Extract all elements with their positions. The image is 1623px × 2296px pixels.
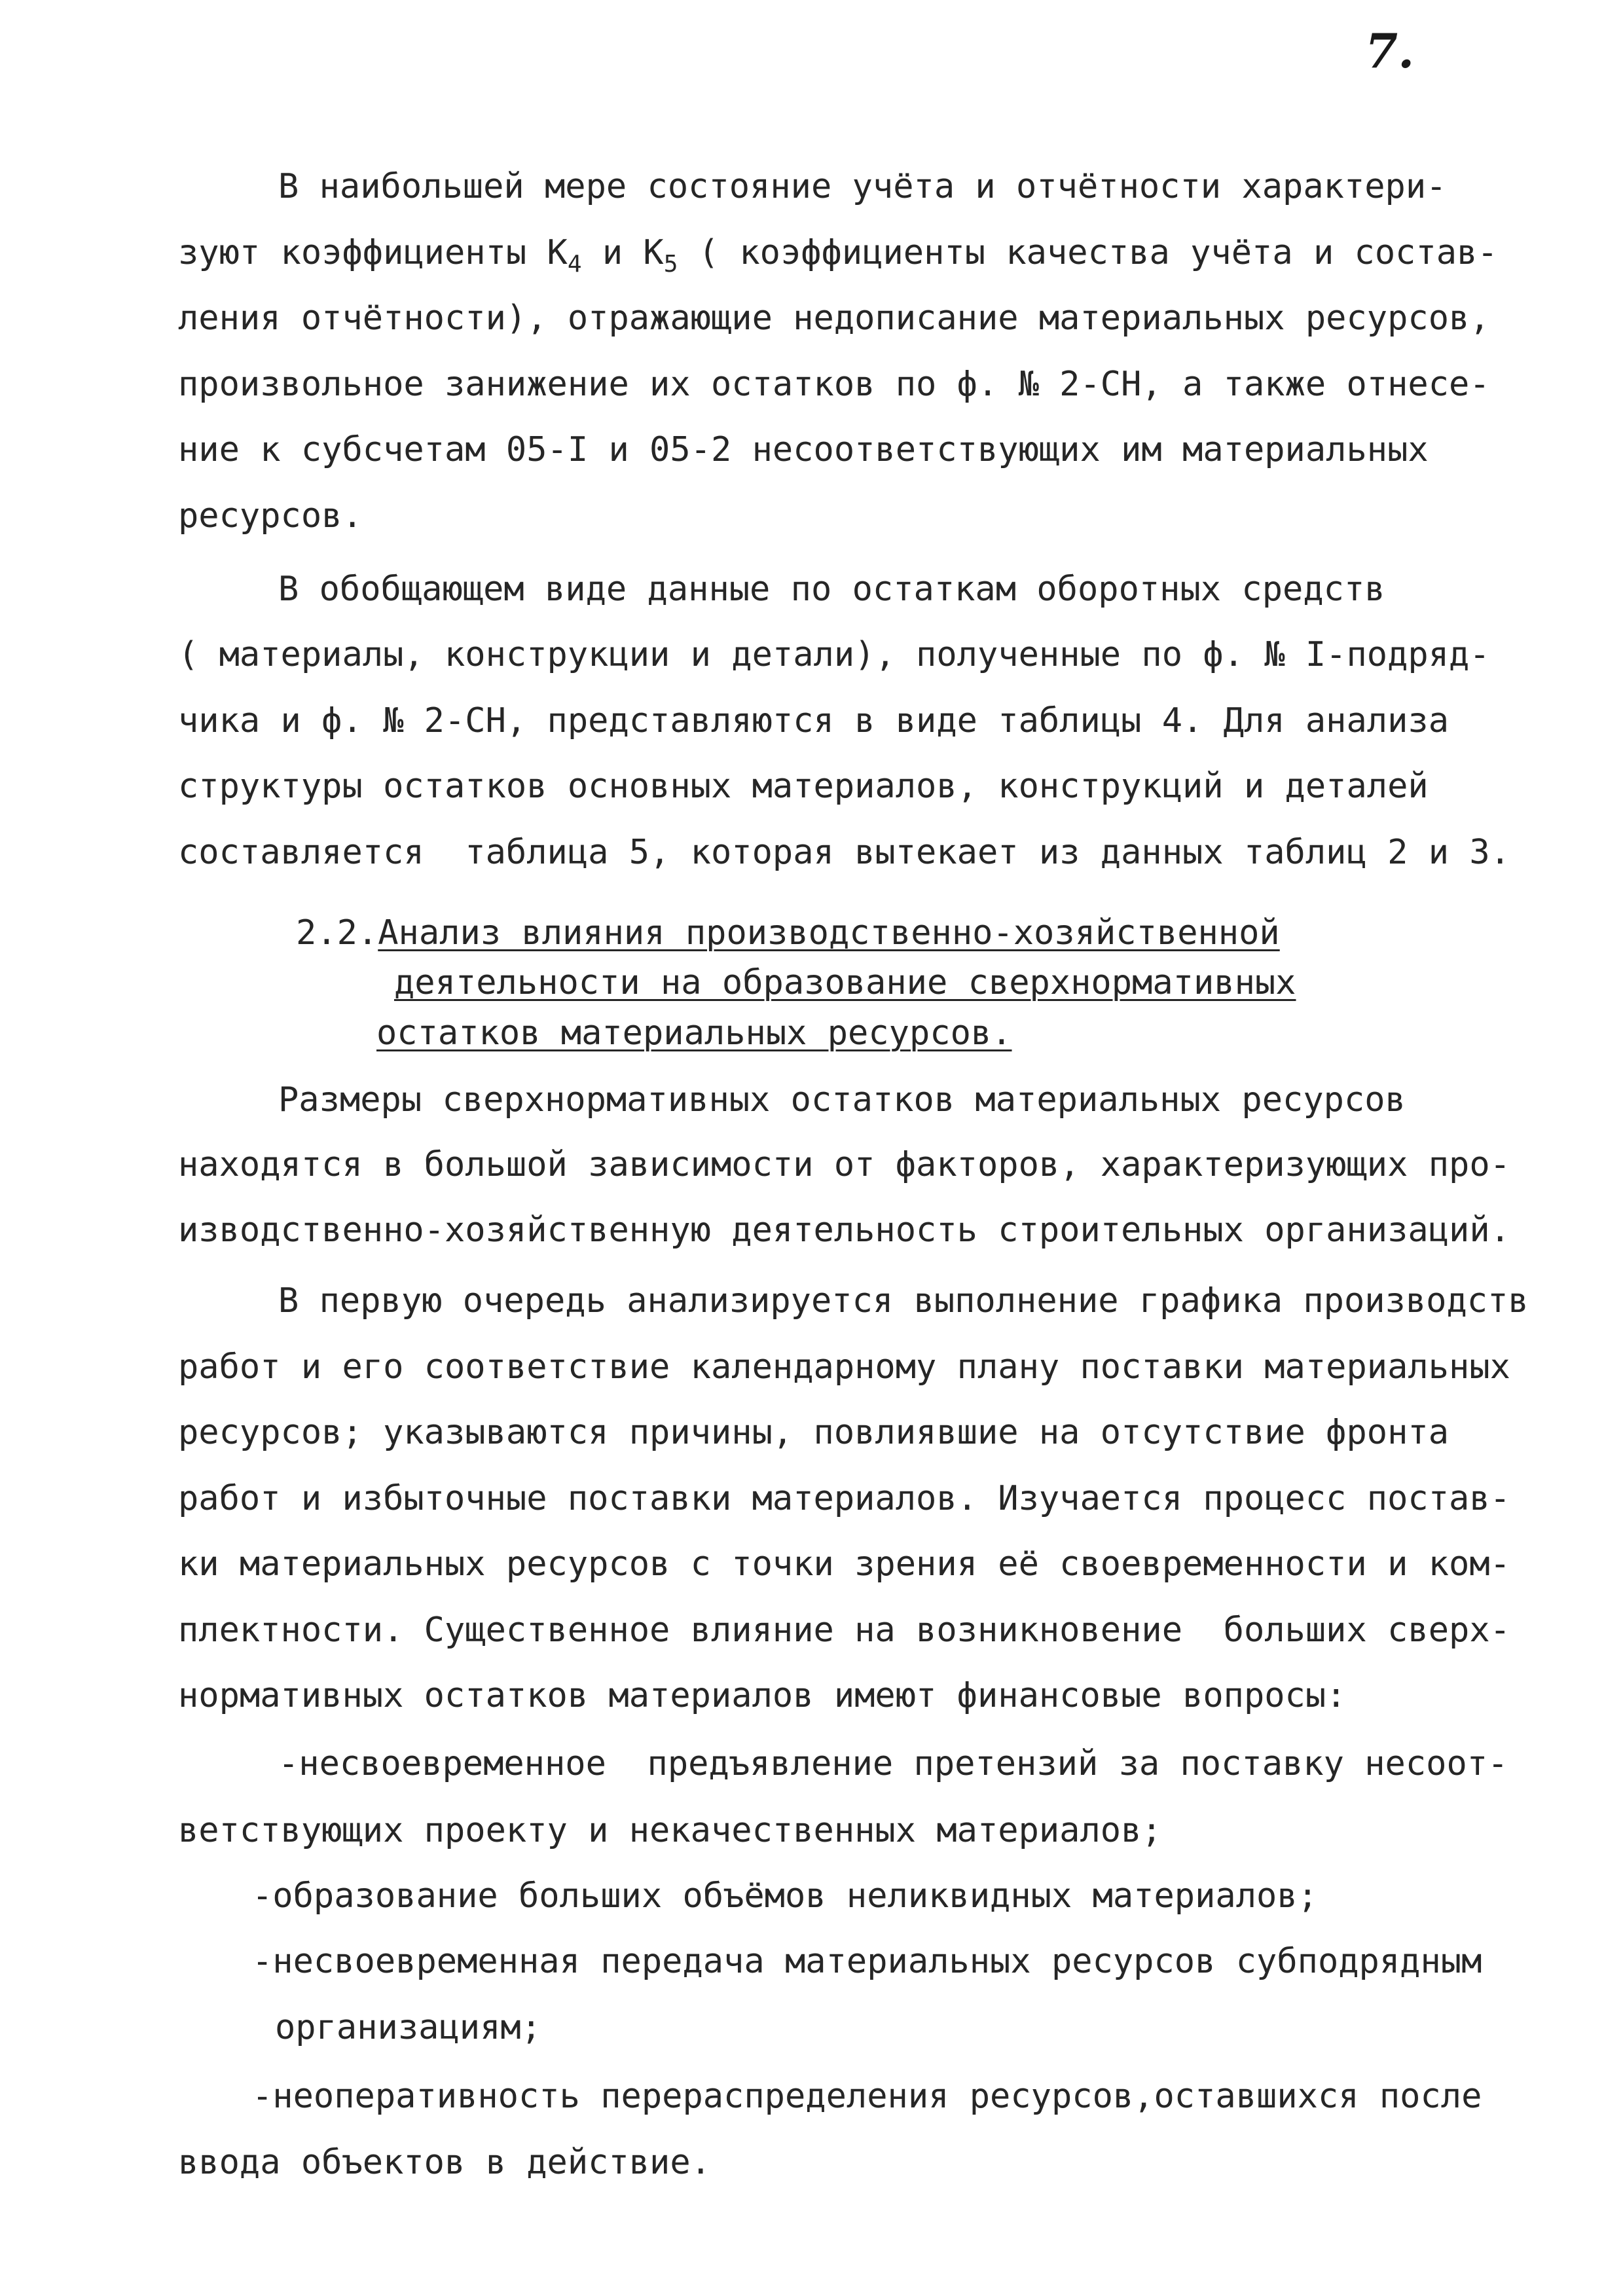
text-line: В первую очередь анализируется выполнение графика производств [278, 1281, 1529, 1321]
section-heading [296, 913, 1280, 953]
text-line: структуры остатков основных материалов, конструкций и деталей [178, 767, 1429, 806]
list-item: -неоперативность перераспределения ресурсов,оставшихся после [252, 2077, 1482, 2116]
text-line: ления отчётности), отражающие недописание материальных ресурсов, [178, 299, 1490, 338]
text-line: Размеры сверхнормативных остатков материальных ресурсов [278, 1080, 1406, 1120]
text-line: находятся в большой зависимости от факторов, характеризующих про- [178, 1145, 1510, 1184]
list-item: -несвоевременное предъявление претензий за поставку несоот- [278, 1744, 1508, 1783]
section-title-line: Анализ влияния производственно-хозяйственной [378, 913, 1280, 953]
list-item: организациям; [275, 2008, 541, 2047]
text-line: ( материалы, конструкции и детали), полученные по ф. № I-подряд- [178, 635, 1490, 674]
text-line: В наибольшей мере состояние учёта и отчётности характери- [278, 167, 1447, 206]
text-line: плектности. Существенное влияние на возникновение больших сверх- [178, 1611, 1510, 1650]
section-heading [394, 963, 1296, 1002]
text-line: чика и ф. № 2-СН, представляются в виде таблицы 4. Для анализа [178, 701, 1450, 740]
text-line: зуют коэффициенты $К_4$ и $К_5$ ( коэффициенты качества учёта и состав- [178, 233, 1498, 278]
list-item: -образование больших объёмов неликвидных материалов; [252, 1876, 1318, 1916]
list-item: ввода объектов в действие. [178, 2143, 711, 2182]
text-line: В обобщающем виде данные по остаткам оборотных средств [278, 570, 1385, 609]
text-line: нормативных остатков материалов имеют финансовые вопросы: [178, 1676, 1347, 1715]
text-line: работ и его соответствие календарному плану поставки материальных [178, 1347, 1510, 1387]
list-item: ветствующих проекту и некачественных материалов; [178, 1811, 1162, 1850]
text-line: составляется таблица 5, которая вытекает из данных таблиц 2 и 3. [178, 833, 1510, 872]
text-line: ние к субсчетам 05-I и 05-2 несоответствующих им материальных [178, 430, 1429, 469]
section-number: 2.2. [296, 913, 378, 953]
text-line: ресурсов. [178, 496, 363, 536]
text-line: ресурсов; указываются причины, повлиявшие на отсутствие фронта [178, 1413, 1450, 1452]
page-number: 7. [1365, 23, 1415, 79]
list-item: -несвоевременная передача материальных ресурсов субподрядным [252, 1942, 1482, 1981]
text-line: изводственно-хозяйственную деятельность строительных организаций. [178, 1211, 1510, 1250]
text-line: работ и избыточные поставки материалов. Изучается процесс постав- [178, 1479, 1510, 1518]
text-line: произвольное занижение их остатков по ф. № 2-СН, а также отнесе- [178, 365, 1490, 404]
section-title-line: остатков материальных ресурсов. [376, 1013, 1012, 1053]
section-title-line: деятельности на образование сверхнормативных [394, 963, 1296, 1002]
text-line: ки материальных ресурсов с точки зрения её своевременности и ком- [178, 1544, 1510, 1584]
section-heading [376, 1013, 1012, 1053]
